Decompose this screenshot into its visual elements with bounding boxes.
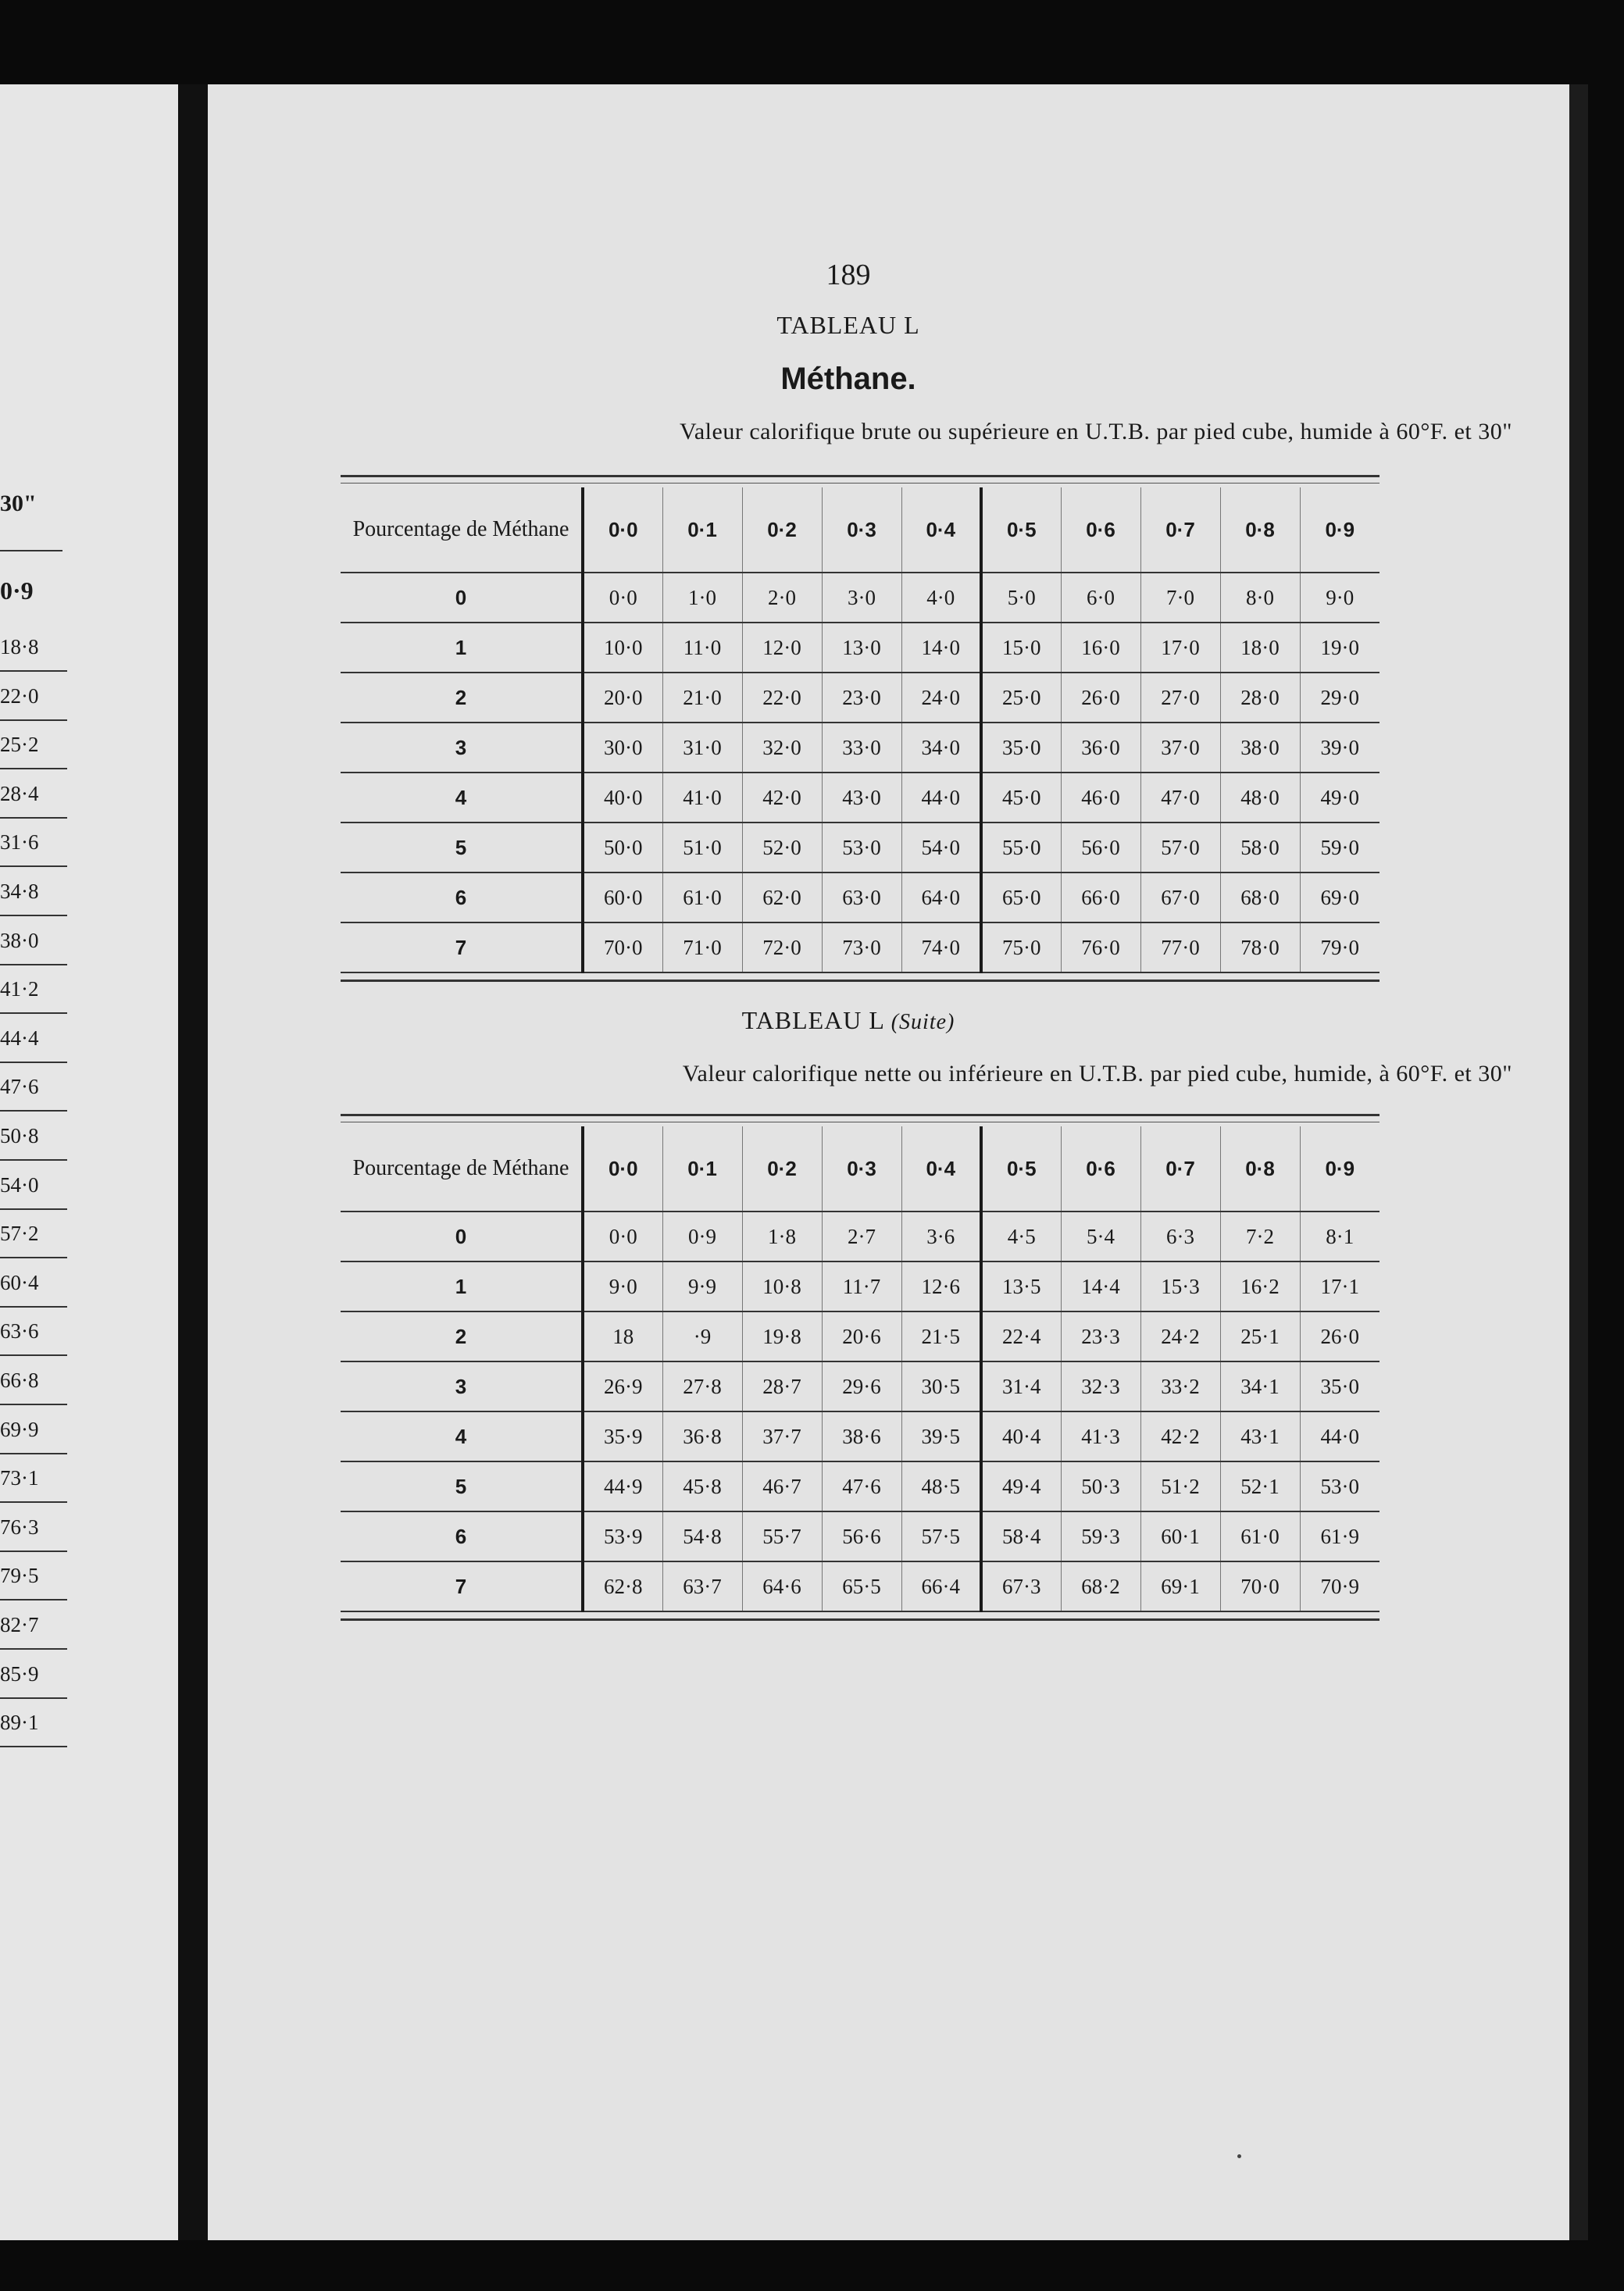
table-cell: 36·0 [1061,723,1140,773]
table-cell: 5·4 [1061,1212,1140,1261]
table-cell: 49·0 [1300,773,1380,823]
row-label: 0 [341,573,583,623]
row-label: 7 [341,922,583,972]
column-header: 0·8 [1220,1126,1300,1212]
row-header-label: Pourcentage de Méthane [341,1126,583,1212]
table-cell: 15·0 [981,623,1061,673]
column-header: 0·0 [583,1126,662,1212]
table-cell: 37·7 [742,1411,822,1461]
table-row [341,673,1380,723]
table-cell: 26·0 [1300,1311,1380,1361]
table-cell: 73·0 [822,922,901,972]
table-cell: 63·0 [822,873,901,922]
table-cell: 59·3 [1061,1511,1140,1561]
table-cell: 60·0 [583,873,662,922]
table-cell: 52·0 [742,823,822,873]
table-cell: 69·1 [1140,1561,1220,1611]
table-cell: 26·0 [1061,673,1140,723]
table-cell: 17·0 [1140,623,1220,673]
column-header: 0·6 [1061,487,1140,573]
column-header: 0·1 [662,1126,742,1212]
table-cell: 8·1 [1300,1212,1380,1261]
table-cell: 9·9 [662,1261,742,1311]
table-cell: 45·0 [981,773,1061,823]
row-label: 2 [341,673,583,723]
table-row [341,623,1380,673]
table-row [341,823,1380,873]
table-cell: 16·2 [1220,1261,1300,1311]
table-cell: 70·0 [583,922,662,972]
table-cell: 23·0 [822,673,901,723]
table1 [341,487,1380,973]
table-cell: 29·0 [1300,673,1380,723]
table-cell: 44·0 [901,773,981,823]
table-cell: 2·7 [822,1212,901,1261]
table-cell: 12·0 [742,623,822,673]
row-header-label: Pourcentage de Méthane [341,487,583,573]
column-header: 0·1 [662,487,742,573]
table1-caption: Valeur calorifique brute ou supérieure en U.T.B. par pied cube, humide à 60°F. et 30" [680,419,1512,444]
table-cell: 61·0 [662,873,742,922]
table-cell: 25·0 [981,673,1061,723]
table-cell: 79·0 [1300,922,1380,972]
table2-bottom-rule [341,1618,1380,1621]
column-header: 0·0 [583,487,662,573]
table-cell: 18 [583,1311,662,1361]
table-cell: 19·8 [742,1311,822,1361]
table-cell: 39·5 [901,1411,981,1461]
table-cell: 35·0 [1300,1361,1380,1411]
table-cell: 67·0 [1140,873,1220,922]
table-cell: 3·0 [822,573,901,623]
table-cell: 23·3 [1061,1311,1140,1361]
previous-page-value: 54·0 [0,1162,67,1210]
previous-page-value: 41·2 [0,965,67,1014]
table-cell: 67·3 [981,1561,1061,1611]
table-cell: 57·0 [1140,823,1220,873]
table-cell: 17·1 [1300,1261,1380,1311]
table-row [341,1461,1380,1511]
table-cell: 45·8 [662,1461,742,1511]
previous-page-value: 66·8 [0,1357,67,1405]
table-cell: 51·0 [662,823,742,873]
table-cell: 58·4 [981,1511,1061,1561]
row-label: 3 [341,723,583,773]
table-cell: 32·3 [1061,1361,1140,1411]
table-cell: 53·0 [822,823,901,873]
table-cell: 55·7 [742,1511,822,1561]
table-cell: 51·2 [1140,1461,1220,1511]
table-cell: 78·0 [1220,922,1300,972]
table-cell: 40·4 [981,1411,1061,1461]
table-cell: 8·0 [1220,573,1300,623]
table-cell: 1·8 [742,1212,822,1261]
table-cell: 47·6 [822,1461,901,1511]
table-cell: 36·8 [662,1411,742,1461]
row-label: 1 [341,623,583,673]
table-cell: 38·0 [1220,723,1300,773]
previous-page-value: 31·6 [0,819,67,867]
table-cell: 56·0 [1061,823,1140,873]
table-cell: 68·2 [1061,1561,1140,1611]
table-cell: 39·0 [1300,723,1380,773]
column-header: 0·7 [1140,487,1220,573]
table-cell: 4·0 [901,573,981,623]
table-cell: 77·0 [1140,922,1220,972]
table-cell: 43·0 [822,773,901,823]
table-cell: 0·0 [583,573,662,623]
row-label: 3 [341,1361,583,1411]
table-row [341,1561,1380,1611]
table-cell: 65·5 [822,1561,901,1611]
previous-page-value: 25·2 [0,721,67,769]
table-cell: 26·9 [583,1361,662,1411]
table-cell: 53·9 [583,1511,662,1561]
table-cell: 12·6 [901,1261,981,1311]
table-cell: 2·0 [742,573,822,623]
table-cell: 33·0 [822,723,901,773]
table-cell: 64·6 [742,1561,822,1611]
table-cell: 62·0 [742,873,822,922]
table-row [341,1261,1380,1311]
table-cell: 74·0 [901,922,981,972]
table-cell: 33·2 [1140,1361,1220,1411]
previous-page-rule [0,550,62,551]
table-row [341,723,1380,773]
row-label: 2 [341,1311,583,1361]
column-header: 0·7 [1140,1126,1220,1212]
column-header: 0·3 [822,1126,901,1212]
table-cell: 32·0 [742,723,822,773]
previous-page-column-header: 0·9 [0,576,34,605]
table-cell: 48·5 [901,1461,981,1511]
table-cell: 46·0 [1061,773,1140,823]
previous-page-value: 28·4 [0,770,67,819]
table-row [341,1411,1380,1461]
previous-page-value: 69·9 [0,1406,67,1454]
table-row [341,1511,1380,1561]
previous-page-value: 22·0 [0,673,67,721]
table-cell: 56·6 [822,1511,901,1561]
table-cell: 49·4 [981,1461,1061,1511]
table-cell: 19·0 [1300,623,1380,673]
previous-page-value: 89·1 [0,1699,67,1747]
table1-bottom-rule [341,980,1380,982]
table-cell: 0·9 [662,1212,742,1261]
row-label: 4 [341,773,583,823]
table-cell: 11·0 [662,623,742,673]
table-cell: 76·0 [1061,922,1140,972]
table-cell: 38·6 [822,1411,901,1461]
table-cell: 14·0 [901,623,981,673]
row-label: 6 [341,1511,583,1561]
table-cell: 69·0 [1300,873,1380,922]
table-cell: 30·5 [901,1361,981,1411]
table-cell: 42·2 [1140,1411,1220,1461]
table-cell: 40·0 [583,773,662,823]
column-header: 0·3 [822,487,901,573]
table2-label-suffix: (Suite) [891,1010,955,1034]
table2 [341,1126,1380,1612]
table-cell: 66·0 [1061,873,1140,922]
table-cell: 54·0 [901,823,981,873]
table-cell: 6·3 [1140,1212,1220,1261]
table-cell: 60·1 [1140,1511,1220,1561]
previous-page-header-fragment: 30" [0,491,37,516]
column-header: 0·8 [1220,487,1300,573]
table-cell: 54·8 [662,1511,742,1561]
table-cell: 65·0 [981,873,1061,922]
table2-caption: Valeur calorifique nette ou inférieure en U.T.B. par pied cube, humide, à 60°F. et 30" [682,1061,1512,1087]
table-cell: 61·9 [1300,1511,1380,1561]
table-cell: 11·7 [822,1261,901,1311]
previous-page-value: 44·4 [0,1015,67,1063]
table-cell: 22·0 [742,673,822,723]
table-cell: 59·0 [1300,823,1380,873]
table-cell: 13·5 [981,1261,1061,1311]
table-cell: 13·0 [822,623,901,673]
row-label: 0 [341,1212,583,1261]
column-header: 0·2 [742,1126,822,1212]
previous-page-value: 73·1 [0,1454,67,1503]
table-cell: 52·1 [1220,1461,1300,1511]
column-header: 0·5 [981,487,1061,573]
column-header: 0·2 [742,487,822,573]
table-cell: 4·5 [981,1212,1061,1261]
table-cell: 35·0 [981,723,1061,773]
table-cell: 48·0 [1220,773,1300,823]
table1-title: Méthane. [780,362,916,396]
table-cell: 53·0 [1300,1461,1380,1511]
table-cell: 35·9 [583,1411,662,1461]
row-label: 5 [341,1461,583,1511]
table-cell: 10·8 [742,1261,822,1311]
table-cell: 9·0 [1300,573,1380,623]
table-cell: 61·0 [1220,1511,1300,1561]
table-cell: 0·0 [583,1212,662,1261]
table-cell: 42·0 [742,773,822,823]
table-cell: 24·0 [901,673,981,723]
table-cell: 28·0 [1220,673,1300,723]
table-cell: 24·2 [1140,1311,1220,1361]
book-gutter [178,84,208,2240]
table-cell: 1·0 [662,573,742,623]
table-cell: 10·0 [583,623,662,673]
table-cell: 7·0 [1140,573,1220,623]
table-cell: 47·0 [1140,773,1220,823]
table-cell: 34·0 [901,723,981,773]
table-cell: 27·8 [662,1361,742,1411]
table1-label: TABLEAU L [776,311,920,339]
table-cell: 72·0 [742,922,822,972]
table-cell: 57·5 [901,1511,981,1561]
row-label: 6 [341,873,583,922]
table-cell: 31·4 [981,1361,1061,1411]
table1-top-rule [341,475,1380,477]
previous-page-value: 63·6 [0,1308,67,1356]
row-label: 1 [341,1261,583,1311]
table-cell: 71·0 [662,922,742,972]
table-row [341,773,1380,823]
speck-mark [1237,2154,1241,2158]
previous-page-value: 18·8 [0,623,67,672]
table-cell: 46·7 [742,1461,822,1511]
table-cell: 3·6 [901,1212,981,1261]
table-cell: ·9 [662,1311,742,1361]
table-cell: 18·0 [1220,623,1300,673]
book-page [208,84,1588,2240]
table-cell: 21·5 [901,1311,981,1361]
table-cell: 15·3 [1140,1261,1220,1311]
table-cell: 58·0 [1220,823,1300,873]
table2-label-line [208,1006,1489,1035]
table-cell: 37·0 [1140,723,1220,773]
table-cell: 31·0 [662,723,742,773]
column-header: 0·4 [901,487,981,573]
table-cell: 68·0 [1220,873,1300,922]
table-cell: 64·0 [901,873,981,922]
previous-page-sliver [0,84,178,2240]
table-row [341,922,1380,972]
column-header: 0·4 [901,1126,981,1212]
column-header: 0·9 [1300,487,1380,573]
row-label: 4 [341,1411,583,1461]
table-cell: 16·0 [1061,623,1140,673]
previous-page-value: 76·3 [0,1504,67,1552]
table-cell: 14·4 [1061,1261,1140,1311]
table2-top-rule [341,1114,1380,1116]
table-cell: 75·0 [981,922,1061,972]
table-row [341,1311,1380,1361]
previous-page-value: 85·9 [0,1650,67,1699]
row-label: 5 [341,823,583,873]
table-cell: 30·0 [583,723,662,773]
table-row [341,573,1380,623]
column-header: 0·5 [981,1126,1061,1212]
previous-page-value: 38·0 [0,917,67,965]
table-cell: 7·2 [1220,1212,1300,1261]
row-label: 7 [341,1561,583,1611]
table-cell: 63·7 [662,1561,742,1611]
table-cell: 70·0 [1220,1561,1300,1611]
table-cell: 5·0 [981,573,1061,623]
table-cell: 28·7 [742,1361,822,1411]
table-cell: 43·1 [1220,1411,1300,1461]
column-header: 0·6 [1061,1126,1140,1212]
table-cell: 20·0 [583,673,662,723]
table-cell: 66·4 [901,1561,981,1611]
table-cell: 50·3 [1061,1461,1140,1511]
table-row [341,873,1380,922]
page-number: 189 [826,259,871,291]
table-cell: 44·9 [583,1461,662,1511]
table-cell: 62·8 [583,1561,662,1611]
table-cell: 50·0 [583,823,662,873]
previous-page-value: 57·2 [0,1210,67,1258]
previous-page-value: 34·8 [0,868,67,916]
previous-page-value: 79·5 [0,1552,67,1600]
table-cell: 29·6 [822,1361,901,1411]
table-cell: 6·0 [1061,573,1140,623]
table-cell: 41·3 [1061,1411,1140,1461]
table-cell: 20·6 [822,1311,901,1361]
table-cell: 22·4 [981,1311,1061,1361]
table-cell: 44·0 [1300,1411,1380,1461]
previous-page-value: 82·7 [0,1601,67,1650]
table1-top-rule-2 [341,483,1380,484]
column-header: 0·9 [1300,1126,1380,1212]
table-cell: 21·0 [662,673,742,723]
table-row [341,1212,1380,1261]
table-row [341,1361,1380,1411]
table-cell: 55·0 [981,823,1061,873]
table-cell: 70·9 [1300,1561,1380,1611]
previous-page-value: 47·6 [0,1063,67,1112]
table-cell: 27·0 [1140,673,1220,723]
table-cell: 34·1 [1220,1361,1300,1411]
previous-page-value: 50·8 [0,1112,67,1161]
previous-page-value: 60·4 [0,1259,67,1308]
table-cell: 25·1 [1220,1311,1300,1361]
table2-label: TABLEAU L [741,1006,884,1034]
table-cell: 41·0 [662,773,742,823]
table-cell: 9·0 [583,1261,662,1311]
